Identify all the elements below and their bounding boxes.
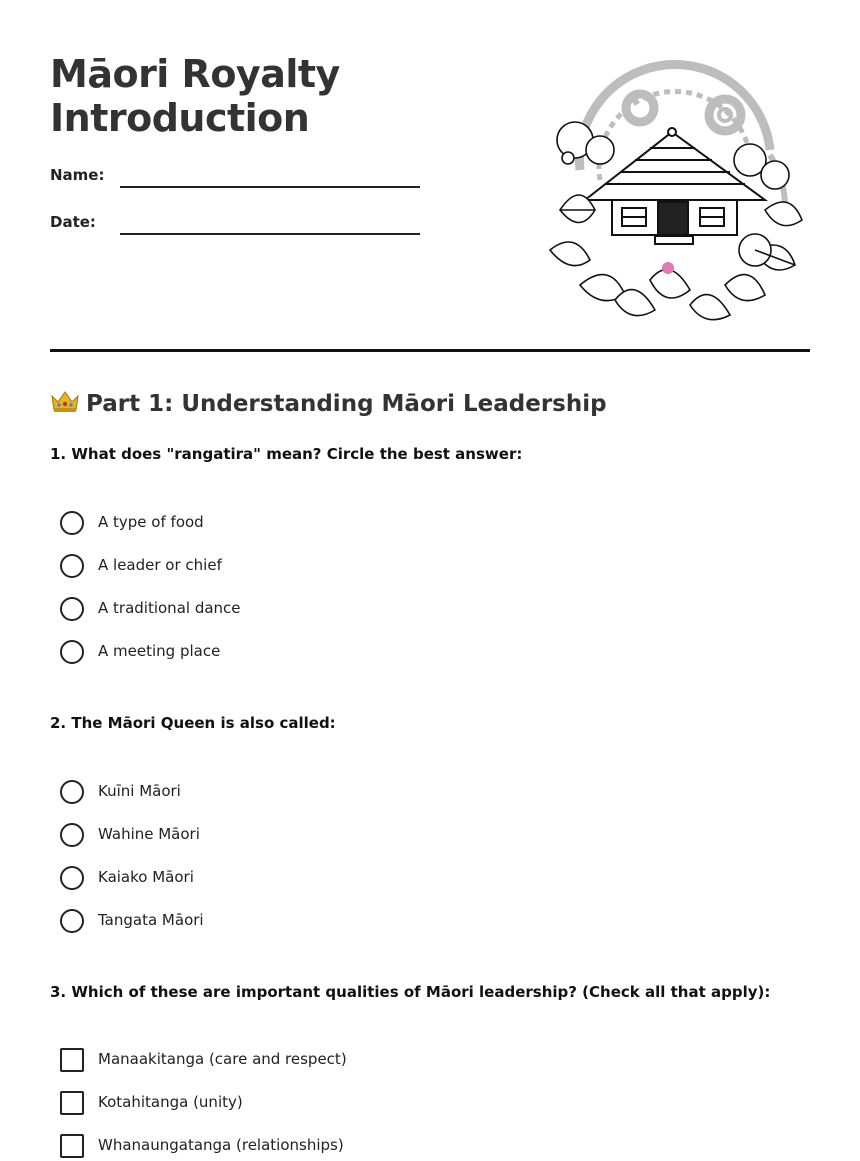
wharenui-illustration (540, 60, 810, 330)
worksheet-title (50, 52, 510, 140)
option-label: Kaiako Māori (98, 868, 194, 886)
radio-circle[interactable] (60, 511, 84, 535)
q3-option-3[interactable] (60, 1134, 760, 1160)
radio-circle[interactable] (60, 780, 84, 804)
option-label: Wahine Māori (98, 825, 200, 843)
q1-option-2[interactable] (60, 554, 760, 580)
question-1: 1. What does "rangatira" mean? Circle the best answer: (50, 445, 523, 463)
option-label: Tangata Māori (98, 911, 204, 929)
checkbox-square[interactable] (60, 1134, 84, 1158)
radio-circle[interactable] (60, 597, 84, 621)
checkbox-square[interactable] (60, 1048, 84, 1072)
option-label: A traditional dance (98, 599, 241, 617)
flower-accent-icon (662, 262, 674, 274)
radio-circle[interactable] (60, 823, 84, 847)
option-label: Kuīni Māori (98, 782, 181, 800)
date-label: Date: (50, 213, 96, 231)
q1-option-3[interactable] (60, 597, 760, 623)
option-label: A leader or chief (98, 556, 222, 574)
section-1-heading-text: Part 1: Understanding Māori Leadership (86, 391, 607, 417)
name-label: Name: (50, 166, 105, 184)
question-2: 2. The Māori Queen is also called: (50, 714, 336, 732)
title-line-2: Introduction (50, 96, 310, 140)
q2-option-2[interactable] (60, 823, 760, 849)
radio-circle[interactable] (60, 866, 84, 890)
radio-circle[interactable] (60, 909, 84, 933)
option-label: Whanaungatanga (relationships) (98, 1136, 344, 1154)
q2-option-4[interactable] (60, 909, 760, 935)
name-input-line[interactable] (120, 186, 420, 188)
q3-option-2[interactable] (60, 1091, 760, 1117)
option-label: A meeting place (98, 642, 221, 660)
date-input-line[interactable] (120, 233, 420, 235)
checkbox-square[interactable] (60, 1091, 84, 1115)
section-1-heading (50, 388, 607, 417)
option-label: Kotahitanga (unity) (98, 1093, 243, 1111)
q3-option-1[interactable] (60, 1048, 760, 1074)
title-line-1: Māori Royalty (50, 52, 340, 96)
date-field (50, 213, 420, 237)
crown-icon (50, 388, 80, 414)
header-divider (50, 349, 810, 352)
name-field (50, 166, 420, 190)
option-label: A type of food (98, 513, 204, 531)
q1-option-1[interactable] (60, 511, 760, 537)
question-3: 3. Which of these are important qualities of Māori leadership? (Check all that apply): (50, 983, 771, 1001)
q2-option-3[interactable] (60, 866, 760, 892)
option-label: Manaakitanga (care and respect) (98, 1050, 347, 1068)
q1-option-4[interactable] (60, 640, 760, 666)
radio-circle[interactable] (60, 640, 84, 664)
radio-circle[interactable] (60, 554, 84, 578)
q2-option-1[interactable] (60, 780, 760, 806)
